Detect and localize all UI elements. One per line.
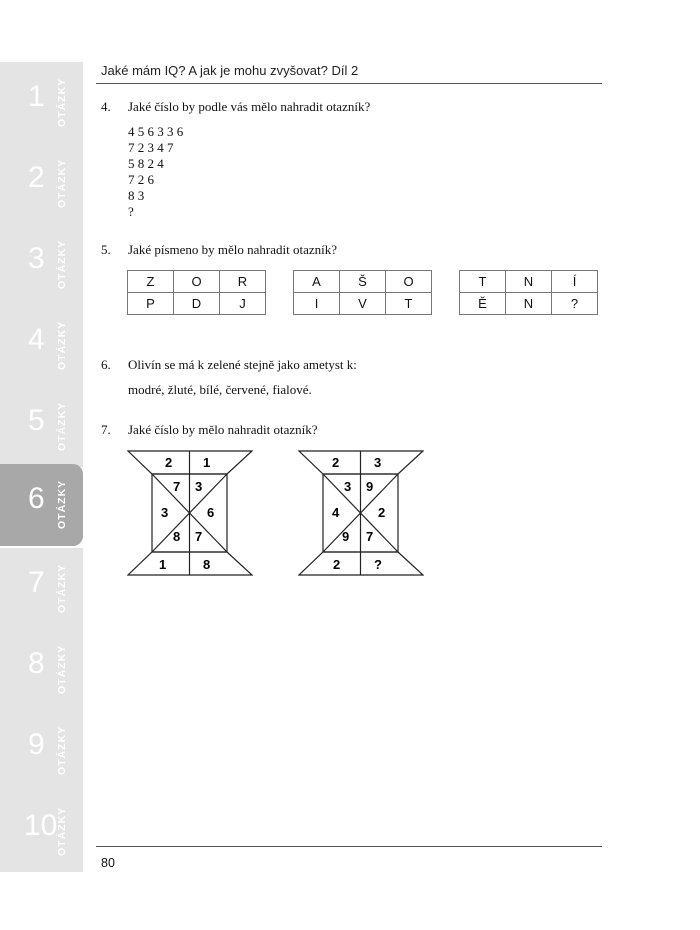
chapter-tab-3[interactable] [0, 224, 83, 305]
figure-lines [128, 451, 252, 575]
chapter-tab-label: OTÁZKY [56, 725, 68, 775]
figure-number: 3 [344, 479, 352, 494]
grid-cell: ? [552, 293, 598, 315]
figure-number: 9 [342, 529, 350, 544]
figure-number: 2 [378, 505, 386, 520]
hourglass-figure-2 [298, 449, 424, 577]
chapter-tab-label: OTÁZKY [56, 479, 68, 529]
chapter-tab-number: 9 [28, 728, 45, 761]
grid-cell: Z [128, 271, 174, 293]
grid-cell: O [174, 271, 220, 293]
hourglass-figure-1 [127, 449, 253, 577]
figure-number: 7 [366, 529, 374, 544]
question-number: 4. [101, 99, 111, 114]
grid-cell: T [460, 271, 506, 293]
figure-number: 8 [173, 529, 181, 544]
grid-cell: O [386, 271, 432, 293]
question-text: Jaké číslo by podle vás mělo nahradit otazník? [128, 99, 371, 114]
question-4 [101, 99, 370, 115]
chapter-tab-label: OTÁZKY [56, 158, 68, 208]
figure-number: 2 [165, 455, 173, 470]
grid-cell: N [506, 293, 552, 315]
figure-number: 2 [332, 455, 340, 470]
letter-grid-3 [459, 270, 598, 315]
chapter-tab-label: OTÁZKY [56, 239, 68, 289]
chapter-tab-label: OTÁZKY [56, 644, 68, 694]
chapter-tab-label: OTÁZKY [56, 806, 68, 856]
figure-number: 3 [195, 479, 203, 494]
chapter-tab-label: OTÁZKY [56, 563, 68, 613]
chapter-tab-number: 2 [28, 161, 45, 194]
chapter-tab-number: 6 [28, 482, 45, 515]
sequence-row: 4 5 6 3 3 6 [128, 124, 184, 139]
sequence-row: 8 3 [128, 188, 145, 203]
letter-grid-2 [293, 270, 432, 315]
chapter-tab-number: 5 [28, 404, 45, 437]
question-number: 6. [101, 357, 111, 372]
question-5 [101, 242, 337, 258]
figure-number: 9 [366, 479, 374, 494]
grid-cell: J [220, 293, 266, 315]
sequence-row: ? [128, 204, 134, 219]
chapter-tab-2[interactable] [0, 143, 83, 224]
number-sequence [128, 124, 183, 220]
answer-options: modré, žluté, bílé, červené, fialové. [128, 382, 312, 397]
chapter-tab-10[interactable] [0, 791, 83, 872]
chapter-tab-number: 1 [28, 80, 45, 113]
figure-number: 2 [333, 557, 341, 572]
running-header: Jaké mám IQ? A jak je mohu zvyšovat? Díl 2 [101, 63, 359, 78]
chapter-tab-7[interactable] [0, 548, 83, 629]
figure-number: 7 [173, 479, 181, 494]
chapter-tab-4[interactable] [0, 305, 83, 386]
letter-grid-1 [127, 270, 266, 315]
sequence-row: 7 2 3 4 7 [128, 140, 174, 155]
header-rule [96, 83, 602, 84]
figure-number: 7 [195, 529, 203, 544]
grid-cell: N [506, 271, 552, 293]
figure-number: 8 [203, 557, 211, 572]
figure-number: ? [374, 557, 382, 572]
question-7 [101, 422, 318, 438]
page-number: 80 [101, 856, 115, 870]
grid-cell: P [128, 293, 174, 315]
chapter-tab-number: 10 [24, 809, 58, 842]
chapter-tab-number: 7 [28, 566, 45, 599]
grid-cell: Í [552, 271, 598, 293]
grid-cell: D [174, 293, 220, 315]
figure-number: 3 [374, 455, 382, 470]
chapter-tab-label: OTÁZKY [56, 401, 68, 451]
sequence-row: 7 2 6 [128, 172, 154, 187]
chapter-tab-1[interactable] [0, 62, 83, 143]
chapter-tab-6-active[interactable] [0, 464, 83, 546]
chapter-tab-label: OTÁZKY [56, 320, 68, 370]
chapter-tab-number: 8 [28, 647, 45, 680]
question-text: Jaké číslo by mělo nahradit otazník? [128, 422, 318, 437]
grid-cell: Ě [460, 293, 506, 315]
sequence-row: 5 8 2 4 [128, 156, 164, 171]
question-number: 7. [101, 422, 111, 437]
chapter-tab-label: OTÁZKY [56, 77, 68, 127]
grid-cell: I [294, 293, 340, 315]
chapter-tab-8[interactable] [0, 629, 83, 710]
figure-number: 1 [203, 455, 211, 470]
figure-lines [299, 451, 423, 575]
footer-rule [96, 846, 602, 847]
grid-cell: V [340, 293, 386, 315]
chapter-tab-number: 4 [28, 323, 45, 356]
grid-cell: Š [340, 271, 386, 293]
chapter-tab-9[interactable] [0, 710, 83, 791]
chapter-sidebar [0, 62, 83, 872]
grid-cell: T [386, 293, 432, 315]
figure-number: 1 [159, 557, 167, 572]
figure-number: 3 [161, 505, 169, 520]
question-text: Jaké písmeno by mělo nahradit otazník? [128, 242, 338, 257]
figure-number: 4 [332, 505, 340, 520]
figure-number: 6 [207, 505, 215, 520]
chapter-tab-5[interactable] [0, 386, 83, 467]
question-text: Olivín se má k zelené stejně jako ametyst k: [128, 357, 357, 372]
question-6 [101, 357, 357, 373]
question-number: 5. [101, 242, 111, 257]
chapter-tab-number: 3 [28, 242, 45, 275]
grid-cell: R [220, 271, 266, 293]
grid-cell: A [294, 271, 340, 293]
